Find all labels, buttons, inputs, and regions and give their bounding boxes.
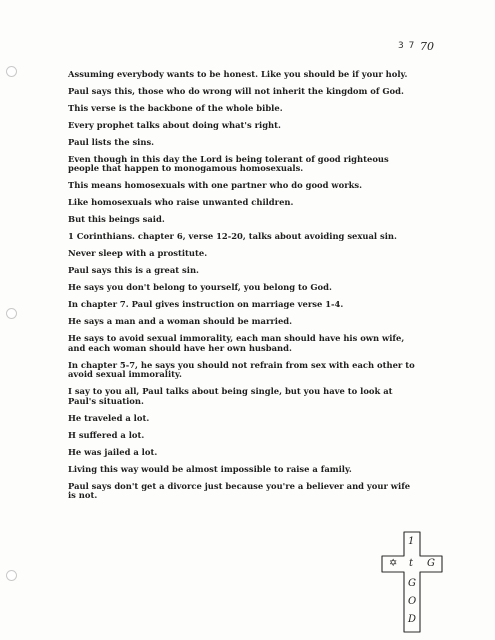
paragraph: 1 Corinthians. chapter 6, verse 12-20, talks about avoiding sexual sin. [68, 231, 397, 242]
paragraph: He says a man and a woman should be married. [68, 316, 293, 327]
binder-hole [6, 570, 17, 581]
cross-letter: G [408, 578, 416, 589]
handwritten-page-number: 70 [420, 40, 434, 53]
paragraph: Paul says this is a great sin. [68, 265, 199, 276]
paragraph: He was jailed a lot. [68, 446, 158, 457]
page-number: 3 7 [398, 41, 416, 51]
hand-drawn-cross [380, 530, 444, 634]
binder-hole [6, 66, 17, 77]
paragraph: Paul lists the sins. [68, 137, 155, 147]
paragraph: H suffered a lot. [68, 429, 145, 440]
cross-letter: D [408, 614, 417, 625]
cross-letter: t [409, 558, 414, 569]
paragraph: But this beings said. [68, 214, 165, 225]
paragraph: In chapter 7. Paul gives instruction on marriage verse 1-4. [68, 299, 344, 310]
paragraph: Living this way would be almost impossible to raise a family. [68, 463, 352, 474]
star-of-david-icon: ✡ [389, 558, 398, 569]
paragraph: Paul says this, those who do wrong will not inherit the kingdom of God. [68, 86, 404, 96]
binder-hole [6, 308, 17, 319]
paragraph: Assuming everybody wants to be honest. Like you should be if your holy. [68, 69, 408, 79]
body-text [68, 70, 418, 508]
paragraph: This means homosexuals with one partner who do good works. [68, 180, 363, 191]
paragraph: He traveled a lot. [68, 412, 150, 423]
paragraph: Every prophet talks about doing what's right. [68, 120, 281, 130]
paragraph: I say to you all, Paul talks about being single, but you have to look at Paul's situation. [68, 386, 393, 406]
paragraph: In chapter 5-7, he says you should not refrain from sex with each other to avoid sexual immorality. [68, 359, 415, 380]
cross-letter: G [427, 558, 435, 569]
cross-letter: 1 [408, 536, 415, 547]
paragraph: He says you don't belong to yourself, you belong to God. [68, 282, 332, 293]
paragraph: Paul says don't get a divorce just because you're a believer and your wife is not. [68, 480, 411, 501]
paragraph: This verse is the backbone of the whole bible. [68, 103, 283, 113]
cross-letter: O [408, 596, 417, 607]
paragraph: Like homosexuals who raise unwanted children. [68, 197, 294, 208]
paragraph: He says to avoid sexual immorality, each man should have his own wife, and each woman should have her own husband. [68, 333, 405, 353]
paragraph: Never sleep with a prostitute. [68, 248, 208, 259]
paragraph: Even though in this day the Lord is being tolerant of good righteous people that happen to monogamous homosexuals. [68, 154, 389, 174]
